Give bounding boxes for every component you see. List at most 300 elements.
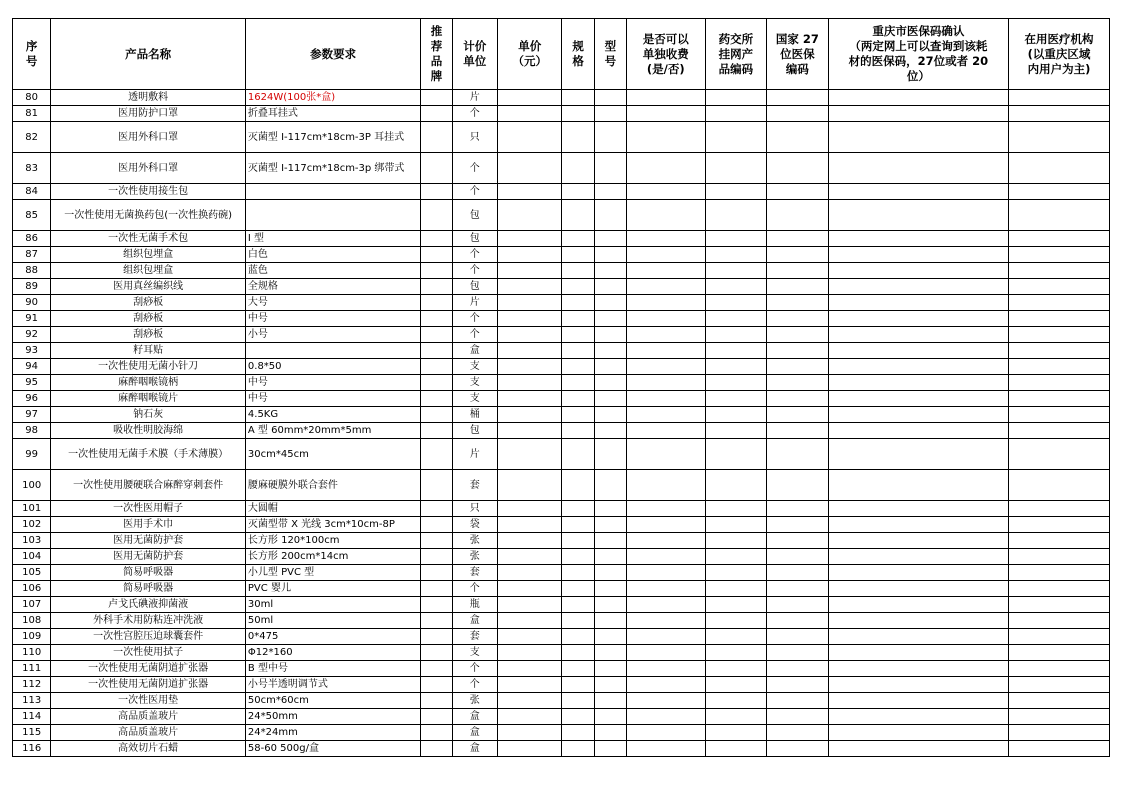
chongqing-code-cell: [828, 359, 1008, 375]
chargeable-cell: [626, 184, 705, 200]
table-row: [13, 501, 1110, 517]
model-cell: [594, 153, 626, 184]
product-name: 一次性使用无菌阴道扩张器: [51, 677, 246, 693]
unit-cell: 袋: [452, 517, 497, 533]
product-name: 吸收性明胶海绵: [51, 423, 246, 439]
exchange-code-cell: [705, 565, 767, 581]
product-name: 一次性使用拭子: [51, 645, 246, 661]
institution-cell: [1009, 327, 1110, 343]
brand-cell: [421, 597, 452, 613]
institution-cell: [1009, 359, 1110, 375]
brand-cell: [421, 359, 452, 375]
national-code-cell: [767, 629, 829, 645]
row-number: 88: [13, 263, 51, 279]
exchange-code-cell: [705, 263, 767, 279]
unit-cell: 盒: [452, 741, 497, 757]
product-name: 一次性使用无菌阴道扩张器: [51, 661, 246, 677]
brand-cell: [421, 122, 452, 153]
national-code-cell: [767, 407, 829, 423]
chongqing-code-cell: [828, 677, 1008, 693]
chargeable-cell: [626, 327, 705, 343]
spec-cell: [562, 629, 594, 645]
param-requirement: 30ml: [245, 597, 420, 613]
product-name: 医用防护口罩: [51, 106, 246, 122]
national-code-cell: [767, 153, 829, 184]
row-number: 115: [13, 725, 51, 741]
exchange-code-cell: [705, 231, 767, 247]
institution-cell: [1009, 565, 1110, 581]
product-name: 组织包埋盒: [51, 263, 246, 279]
spec-cell: [562, 359, 594, 375]
product-name: 医用真丝编织线: [51, 279, 246, 295]
spec-cell: [562, 375, 594, 391]
row-number: 89: [13, 279, 51, 295]
product-name: 一次性使用接生包: [51, 184, 246, 200]
unit-cell: 个: [452, 247, 497, 263]
chargeable-cell: [626, 549, 705, 565]
model-cell: [594, 295, 626, 311]
institution-cell: [1009, 343, 1110, 359]
model-cell: [594, 247, 626, 263]
header-col-national-code: 国家 27 位医保 编码: [767, 19, 829, 90]
exchange-code-cell: [705, 613, 767, 629]
brand-cell: [421, 677, 452, 693]
brand-cell: [421, 470, 452, 501]
chongqing-code-cell: [828, 391, 1008, 407]
model-cell: [594, 725, 626, 741]
table-row: [13, 263, 1110, 279]
price-cell: [497, 106, 562, 122]
param-requirement: 0.8*50: [245, 359, 420, 375]
model-cell: [594, 439, 626, 470]
chargeable-cell: [626, 661, 705, 677]
table-row: [13, 470, 1110, 501]
price-cell: [497, 343, 562, 359]
institution-cell: [1009, 122, 1110, 153]
spec-cell: [562, 549, 594, 565]
price-cell: [497, 122, 562, 153]
unit-cell: 只: [452, 501, 497, 517]
institution-cell: [1009, 581, 1110, 597]
chongqing-code-cell: [828, 247, 1008, 263]
spec-cell: [562, 709, 594, 725]
model-cell: [594, 661, 626, 677]
institution-cell: [1009, 597, 1110, 613]
row-number: 101: [13, 501, 51, 517]
chargeable-cell: [626, 677, 705, 693]
product-name: 透明敷料: [51, 90, 246, 106]
spec-cell: [562, 533, 594, 549]
chongqing-code-cell: [828, 661, 1008, 677]
exchange-code-cell: [705, 153, 767, 184]
param-requirement: 灭菌型 I-117cm*18cm-3P 耳挂式: [245, 122, 420, 153]
table-row: [13, 311, 1110, 327]
price-cell: [497, 247, 562, 263]
price-cell: [497, 184, 562, 200]
chargeable-cell: [626, 279, 705, 295]
product-name: 高品质盖玻片: [51, 725, 246, 741]
institution-cell: [1009, 311, 1110, 327]
brand-cell: [421, 200, 452, 231]
table-row: [13, 279, 1110, 295]
table-row: [13, 153, 1110, 184]
unit-cell: 片: [452, 439, 497, 470]
row-number: 98: [13, 423, 51, 439]
product-name: 籽耳贴: [51, 343, 246, 359]
param-requirement: 中号: [245, 391, 420, 407]
price-cell: [497, 470, 562, 501]
chargeable-cell: [626, 423, 705, 439]
model-cell: [594, 645, 626, 661]
chargeable-cell: [626, 247, 705, 263]
model-cell: [594, 391, 626, 407]
chargeable-cell: [626, 597, 705, 613]
model-cell: [594, 517, 626, 533]
chargeable-cell: [626, 311, 705, 327]
table-row: [13, 423, 1110, 439]
product-name: 刮痧板: [51, 311, 246, 327]
chongqing-code-cell: [828, 343, 1008, 359]
product-name: 高品质盖玻片: [51, 709, 246, 725]
table-row: [13, 184, 1110, 200]
model-cell: [594, 565, 626, 581]
header-col-institution: 在用医疗机构 (以重庆区域 内用户为主): [1009, 19, 1110, 90]
national-code-cell: [767, 501, 829, 517]
exchange-code-cell: [705, 725, 767, 741]
price-cell: [497, 517, 562, 533]
exchange-code-cell: [705, 645, 767, 661]
product-name: 一次性使用无菌手术膜（手术薄膜）: [51, 439, 246, 470]
national-code-cell: [767, 90, 829, 106]
product-name: 医用无菌防护套: [51, 533, 246, 549]
institution-cell: [1009, 263, 1110, 279]
price-cell: [497, 423, 562, 439]
price-cell: [497, 311, 562, 327]
procurement-table: [12, 18, 1110, 757]
brand-cell: [421, 327, 452, 343]
table-row: [13, 693, 1110, 709]
row-number: 95: [13, 375, 51, 391]
row-number: 87: [13, 247, 51, 263]
table-row: [13, 565, 1110, 581]
chongqing-code-cell: [828, 693, 1008, 709]
chargeable-cell: [626, 581, 705, 597]
model-cell: [594, 581, 626, 597]
price-cell: [497, 391, 562, 407]
price-cell: [497, 153, 562, 184]
model-cell: [594, 90, 626, 106]
product-name: 刮痧板: [51, 327, 246, 343]
institution-cell: [1009, 375, 1110, 391]
chargeable-cell: [626, 153, 705, 184]
unit-cell: 包: [452, 231, 497, 247]
institution-cell: [1009, 106, 1110, 122]
unit-cell: 个: [452, 184, 497, 200]
price-cell: [497, 565, 562, 581]
unit-cell: 个: [452, 327, 497, 343]
price-cell: [497, 645, 562, 661]
spec-cell: [562, 517, 594, 533]
exchange-code-cell: [705, 106, 767, 122]
model-cell: [594, 423, 626, 439]
brand-cell: [421, 581, 452, 597]
institution-cell: [1009, 741, 1110, 757]
national-code-cell: [767, 741, 829, 757]
model-cell: [594, 106, 626, 122]
price-cell: [497, 709, 562, 725]
model-cell: [594, 709, 626, 725]
brand-cell: [421, 279, 452, 295]
national-code-cell: [767, 725, 829, 741]
spec-cell: [562, 184, 594, 200]
table-row: [13, 407, 1110, 423]
exchange-code-cell: [705, 90, 767, 106]
param-requirement: Φ12*160: [245, 645, 420, 661]
chongqing-code-cell: [828, 327, 1008, 343]
unit-cell: 盒: [452, 725, 497, 741]
unit-cell: 支: [452, 391, 497, 407]
institution-cell: [1009, 677, 1110, 693]
price-cell: [497, 741, 562, 757]
product-name: 组织包埋盒: [51, 247, 246, 263]
product-name: 卢戈氏碘液抑菌液: [51, 597, 246, 613]
unit-cell: 张: [452, 549, 497, 565]
spec-cell: [562, 90, 594, 106]
model-cell: [594, 200, 626, 231]
chongqing-code-cell: [828, 565, 1008, 581]
header-col-model: 型 号: [594, 19, 626, 90]
header-col-name: 产品名称: [51, 19, 246, 90]
row-number: 86: [13, 231, 51, 247]
price-cell: [497, 581, 562, 597]
table-row: [13, 677, 1110, 693]
national-code-cell: [767, 597, 829, 613]
exchange-code-cell: [705, 391, 767, 407]
chargeable-cell: [626, 613, 705, 629]
product-name: 一次性医用垫: [51, 693, 246, 709]
institution-cell: [1009, 470, 1110, 501]
unit-cell: 套: [452, 565, 497, 581]
model-cell: [594, 279, 626, 295]
unit-cell: 个: [452, 677, 497, 693]
brand-cell: [421, 501, 452, 517]
national-code-cell: [767, 106, 829, 122]
product-name: 简易呼吸器: [51, 581, 246, 597]
institution-cell: [1009, 549, 1110, 565]
row-number: 116: [13, 741, 51, 757]
param-requirement: 大圆帽: [245, 501, 420, 517]
model-cell: [594, 184, 626, 200]
chongqing-code-cell: [828, 439, 1008, 470]
param-requirement: 折叠耳挂式: [245, 106, 420, 122]
model-cell: [594, 533, 626, 549]
brand-cell: [421, 661, 452, 677]
national-code-cell: [767, 200, 829, 231]
chongqing-code-cell: [828, 470, 1008, 501]
row-number: 85: [13, 200, 51, 231]
product-name: 医用手术巾: [51, 517, 246, 533]
table-row: [13, 375, 1110, 391]
national-code-cell: [767, 423, 829, 439]
institution-cell: [1009, 613, 1110, 629]
spec-cell: [562, 693, 594, 709]
model-cell: [594, 122, 626, 153]
table-row: [13, 439, 1110, 470]
spec-cell: [562, 247, 594, 263]
param-requirement: 小儿型 PVC 型: [245, 565, 420, 581]
row-number: 106: [13, 581, 51, 597]
param-requirement: 24*24mm: [245, 725, 420, 741]
price-cell: [497, 231, 562, 247]
price-cell: [497, 725, 562, 741]
chargeable-cell: [626, 709, 705, 725]
exchange-code-cell: [705, 629, 767, 645]
exchange-code-cell: [705, 200, 767, 231]
institution-cell: [1009, 645, 1110, 661]
chongqing-code-cell: [828, 153, 1008, 184]
header-col-brand: 推 荐 品 牌: [421, 19, 452, 90]
exchange-code-cell: [705, 709, 767, 725]
unit-cell: 桶: [452, 407, 497, 423]
brand-cell: [421, 613, 452, 629]
exchange-code-cell: [705, 327, 767, 343]
model-cell: [594, 327, 626, 343]
exchange-code-cell: [705, 343, 767, 359]
table-header: [13, 19, 1110, 90]
row-number: 109: [13, 629, 51, 645]
brand-cell: [421, 90, 452, 106]
chongqing-code-cell: [828, 597, 1008, 613]
chongqing-code-cell: [828, 629, 1008, 645]
national-code-cell: [767, 311, 829, 327]
chongqing-code-cell: [828, 122, 1008, 153]
chargeable-cell: [626, 439, 705, 470]
national-code-cell: [767, 533, 829, 549]
chargeable-cell: [626, 725, 705, 741]
unit-cell: 套: [452, 470, 497, 501]
param-requirement: 50ml: [245, 613, 420, 629]
spec-cell: [562, 231, 594, 247]
chongqing-code-cell: [828, 725, 1008, 741]
spec-cell: [562, 200, 594, 231]
spec-cell: [562, 613, 594, 629]
model-cell: [594, 693, 626, 709]
spec-cell: [562, 565, 594, 581]
chongqing-code-cell: [828, 645, 1008, 661]
spec-cell: [562, 263, 594, 279]
chargeable-cell: [626, 470, 705, 501]
table-row: [13, 327, 1110, 343]
national-code-cell: [767, 375, 829, 391]
price-cell: [497, 279, 562, 295]
param-requirement: 长方形 120*100cm: [245, 533, 420, 549]
brand-cell: [421, 153, 452, 184]
spec-cell: [562, 106, 594, 122]
param-requirement: [245, 184, 420, 200]
exchange-code-cell: [705, 517, 767, 533]
brand-cell: [421, 725, 452, 741]
national-code-cell: [767, 343, 829, 359]
national-code-cell: [767, 645, 829, 661]
model-cell: [594, 741, 626, 757]
institution-cell: [1009, 90, 1110, 106]
exchange-code-cell: [705, 533, 767, 549]
model-cell: [594, 263, 626, 279]
chongqing-code-cell: [828, 533, 1008, 549]
param-requirement: [245, 343, 420, 359]
brand-cell: [421, 106, 452, 122]
brand-cell: [421, 231, 452, 247]
exchange-code-cell: [705, 359, 767, 375]
product-name: 刮痧板: [51, 295, 246, 311]
spec-cell: [562, 741, 594, 757]
spec-cell: [562, 439, 594, 470]
product-name: 一次性使用无菌换药包(一次性换药碗): [51, 200, 246, 231]
table-row: [13, 247, 1110, 263]
row-number: 102: [13, 517, 51, 533]
model-cell: [594, 613, 626, 629]
row-number: 80: [13, 90, 51, 106]
model-cell: [594, 311, 626, 327]
unit-cell: 个: [452, 661, 497, 677]
spec-cell: [562, 295, 594, 311]
chongqing-code-cell: [828, 263, 1008, 279]
param-requirement: 长方形 200cm*14cm: [245, 549, 420, 565]
exchange-code-cell: [705, 295, 767, 311]
row-number: 84: [13, 184, 51, 200]
institution-cell: [1009, 184, 1110, 200]
spec-cell: [562, 327, 594, 343]
table-row: [13, 106, 1110, 122]
price-cell: [497, 613, 562, 629]
chongqing-code-cell: [828, 90, 1008, 106]
institution-cell: [1009, 629, 1110, 645]
exchange-code-cell: [705, 423, 767, 439]
row-number: 81: [13, 106, 51, 122]
exchange-code-cell: [705, 677, 767, 693]
chongqing-code-cell: [828, 184, 1008, 200]
price-cell: [497, 549, 562, 565]
chargeable-cell: [626, 122, 705, 153]
unit-cell: 支: [452, 359, 497, 375]
model-cell: [594, 359, 626, 375]
param-requirement: 4.5KG: [245, 407, 420, 423]
model-cell: [594, 231, 626, 247]
national-code-cell: [767, 184, 829, 200]
brand-cell: [421, 565, 452, 581]
table-row: [13, 629, 1110, 645]
chargeable-cell: [626, 343, 705, 359]
chargeable-cell: [626, 231, 705, 247]
brand-cell: [421, 423, 452, 439]
param-requirement: 小号: [245, 327, 420, 343]
chargeable-cell: [626, 359, 705, 375]
chongqing-code-cell: [828, 423, 1008, 439]
price-cell: [497, 90, 562, 106]
exchange-code-cell: [705, 311, 767, 327]
header-col-chargeable: 是否可以 单独收费 (是/否): [626, 19, 705, 90]
header-col-chongqing-code: 重庆市医保码确认 （两定网上可以查询到该耗 材的医保码，27位或者 20 位）: [828, 19, 1008, 90]
brand-cell: [421, 629, 452, 645]
chongqing-code-cell: [828, 231, 1008, 247]
chongqing-code-cell: [828, 200, 1008, 231]
table-row: [13, 741, 1110, 757]
param-requirement: 全规格: [245, 279, 420, 295]
brand-cell: [421, 343, 452, 359]
table-row: [13, 200, 1110, 231]
param-requirement: [245, 200, 420, 231]
spec-cell: [562, 597, 594, 613]
